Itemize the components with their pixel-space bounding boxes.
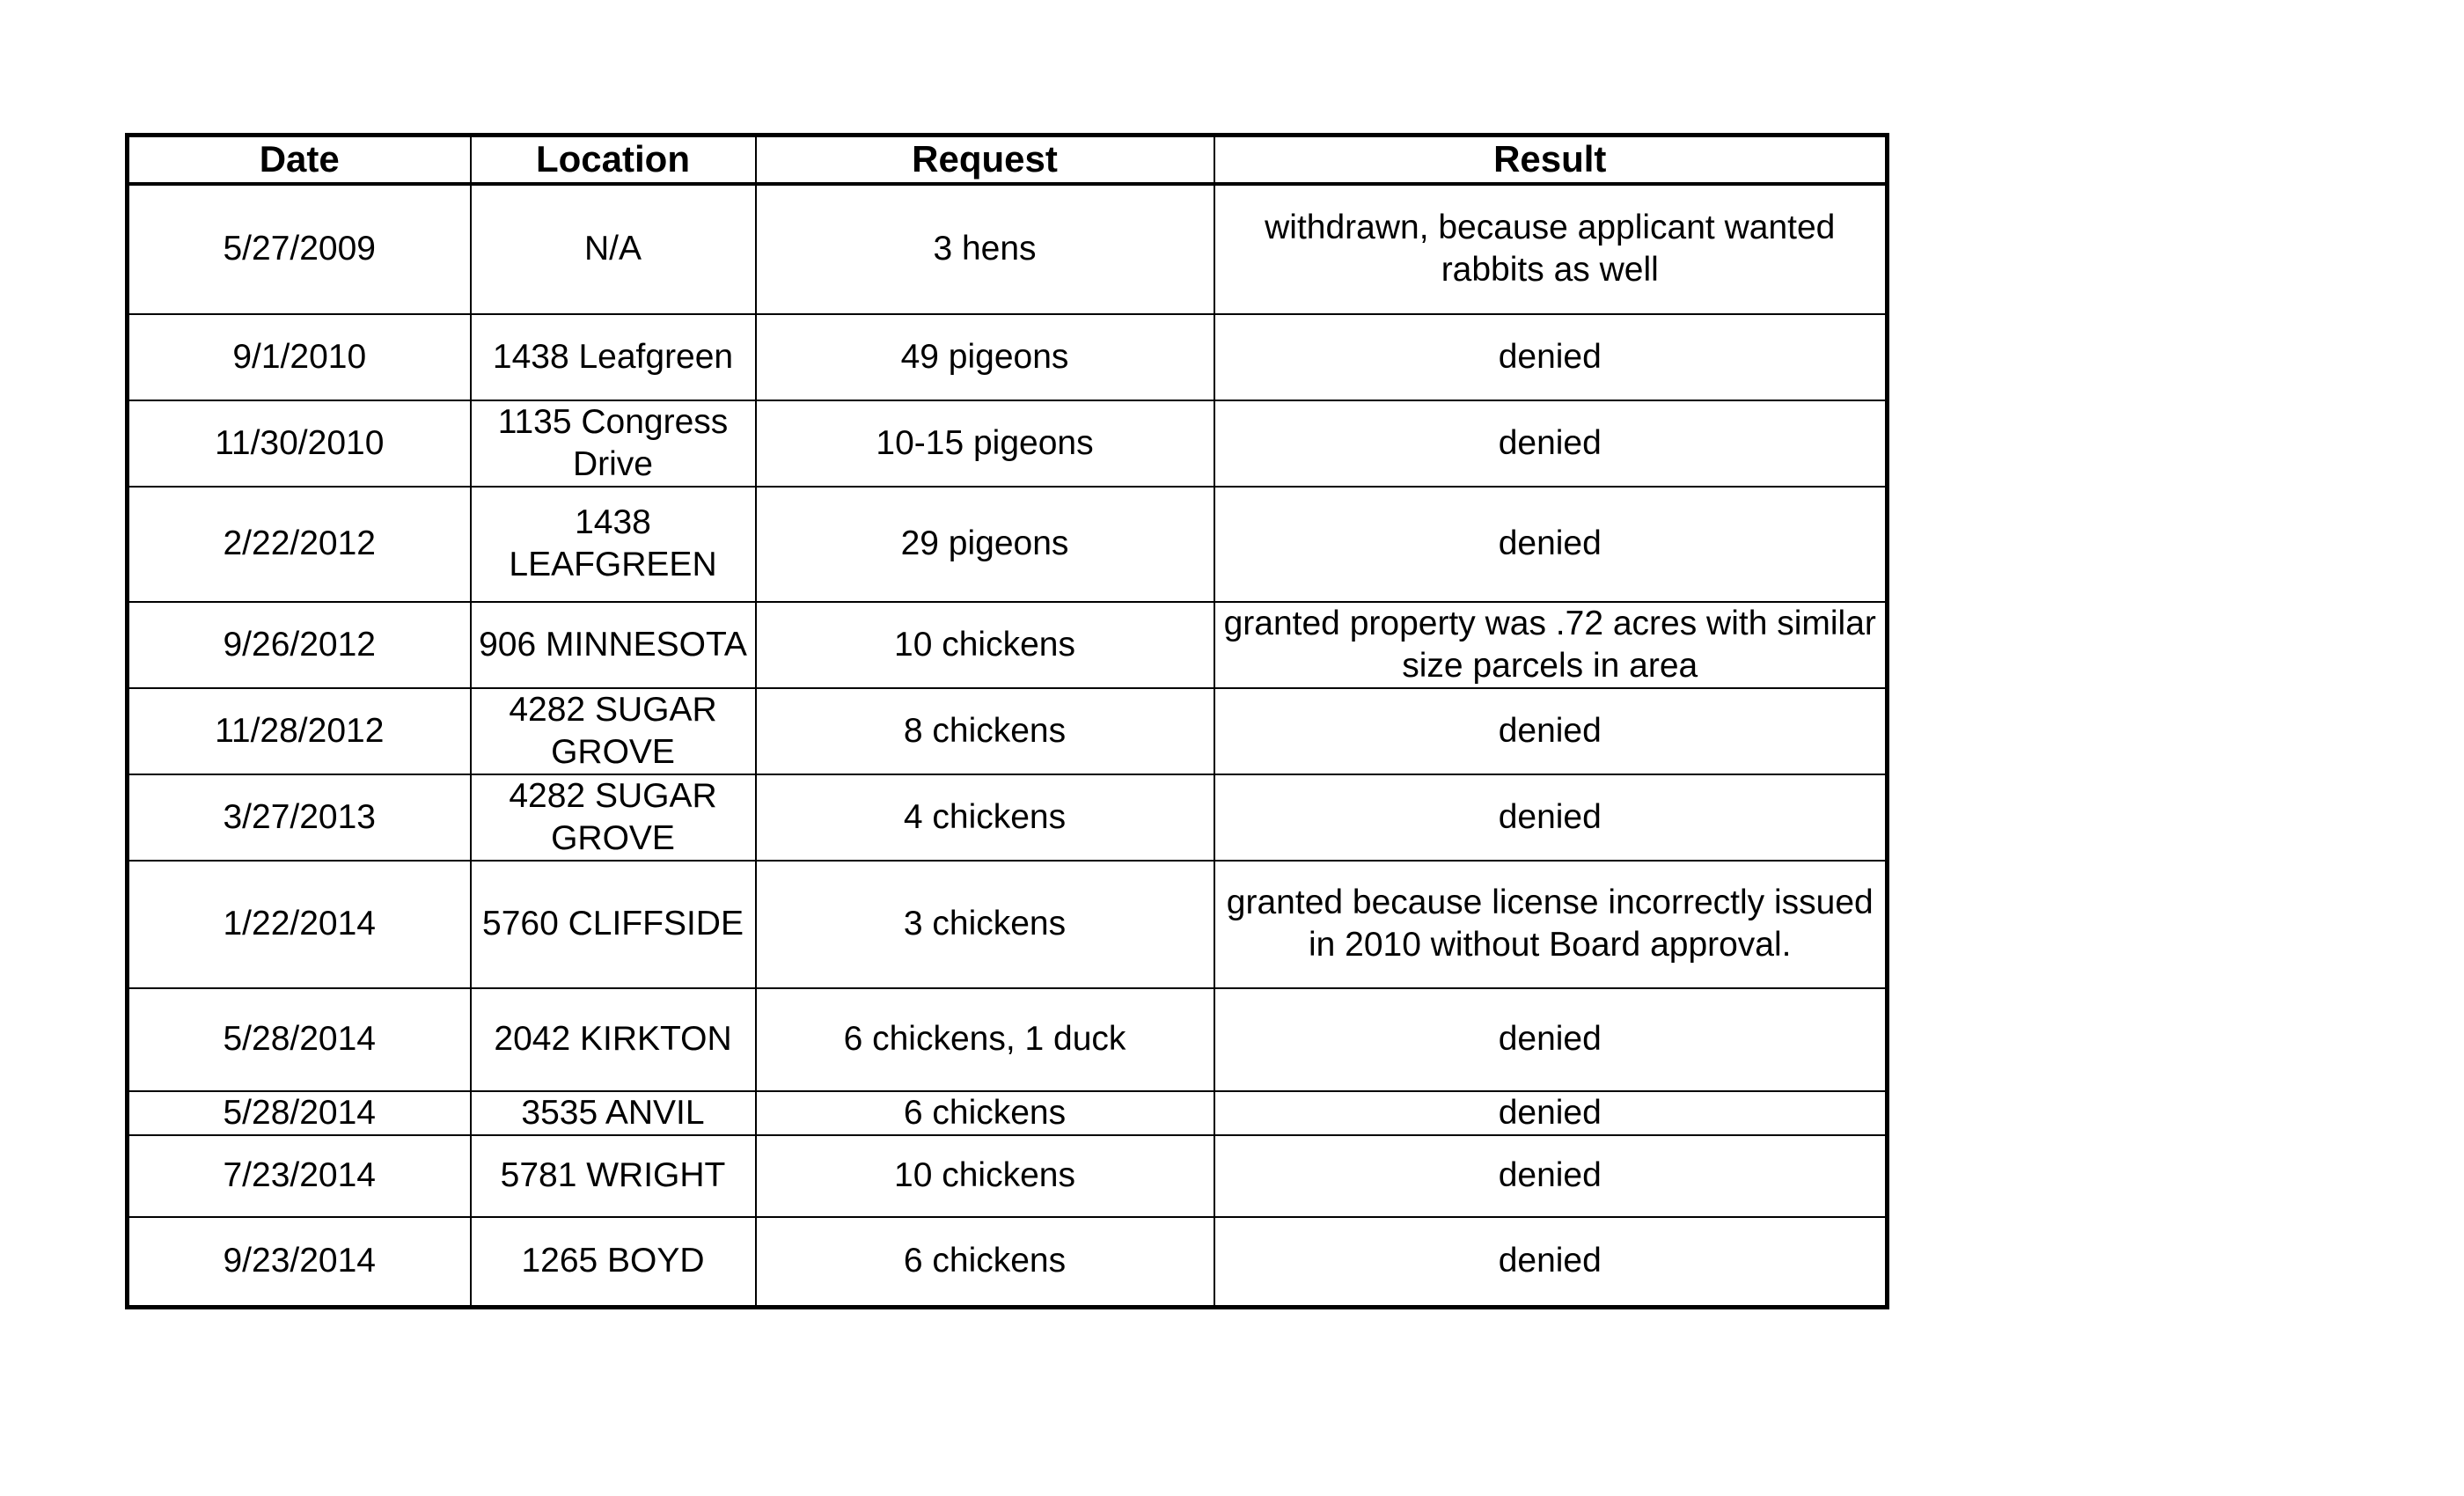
cell-request: 10 chickens	[756, 1135, 1214, 1217]
cell-location: 4282 SUGAR GROVE	[471, 688, 756, 774]
cell-request: 3 hens	[756, 184, 1214, 314]
header-date: Date	[128, 136, 471, 184]
header-request: Request	[756, 136, 1214, 184]
cell-result: granted property was .72 acres with similar size parcels in area	[1214, 602, 1888, 688]
header-location: Location	[471, 136, 756, 184]
cell-request: 29 pigeons	[756, 487, 1214, 602]
table-row	[128, 400, 1888, 487]
cell-date: 9/1/2010	[128, 314, 471, 400]
cell-date: 5/28/2014	[128, 1091, 471, 1135]
cell-result: denied	[1214, 688, 1888, 774]
cell-result: granted because license incorrectly issued in 2010 without Board approval.	[1214, 861, 1888, 988]
table-row	[128, 602, 1888, 688]
cell-result: denied	[1214, 1091, 1888, 1135]
table-row	[128, 861, 1888, 988]
cell-location: 5760 CLIFFSIDE	[471, 861, 756, 988]
cell-date: 1/22/2014	[128, 861, 471, 988]
cell-date: 9/26/2012	[128, 602, 471, 688]
cell-location: 1135 Congress Drive	[471, 400, 756, 487]
cell-date: 7/23/2014	[128, 1135, 471, 1217]
table-row	[128, 184, 1888, 314]
cell-date: 9/23/2014	[128, 1217, 471, 1308]
cell-result: withdrawn, because applicant wanted rabbits as well	[1214, 184, 1888, 314]
cell-request: 6 chickens	[756, 1091, 1214, 1135]
table-row	[128, 688, 1888, 774]
cell-result: denied	[1214, 774, 1888, 861]
cell-location: 1438 Leafgreen	[471, 314, 756, 400]
cell-location: 3535 ANVIL	[471, 1091, 756, 1135]
cell-date: 5/27/2009	[128, 184, 471, 314]
cell-request: 6 chickens, 1 duck	[756, 988, 1214, 1091]
table-row	[128, 314, 1888, 400]
cell-result: denied	[1214, 487, 1888, 602]
cell-result: denied	[1214, 1217, 1888, 1308]
cell-location: 906 MINNESOTA	[471, 602, 756, 688]
cell-request: 10-15 pigeons	[756, 400, 1214, 487]
header-row	[128, 136, 1888, 184]
cell-result: denied	[1214, 400, 1888, 487]
cell-request: 10 chickens	[756, 602, 1214, 688]
cell-date: 5/28/2014	[128, 988, 471, 1091]
header-result: Result	[1214, 136, 1888, 184]
cell-request: 49 pigeons	[756, 314, 1214, 400]
cell-location: N/A	[471, 184, 756, 314]
cell-date: 11/28/2012	[128, 688, 471, 774]
table-row	[128, 487, 1888, 602]
cell-location: 1265 BOYD	[471, 1217, 756, 1308]
cell-request: 6 chickens	[756, 1217, 1214, 1308]
cell-location: 1438 LEAFGREEN	[471, 487, 756, 602]
cell-date: 2/22/2012	[128, 487, 471, 602]
animal-requests-table	[125, 133, 1889, 1309]
cell-date: 11/30/2010	[128, 400, 471, 487]
cell-request: 8 chickens	[756, 688, 1214, 774]
table-row	[128, 988, 1888, 1091]
cell-request: 4 chickens	[756, 774, 1214, 861]
cell-location: 2042 KIRKTON	[471, 988, 756, 1091]
cell-result: denied	[1214, 314, 1888, 400]
document-page	[125, 133, 1889, 1309]
cell-location: 5781 WRIGHT	[471, 1135, 756, 1217]
table-row	[128, 1135, 1888, 1217]
cell-location: 4282 SUGAR GROVE	[471, 774, 756, 861]
table-row	[128, 1217, 1888, 1308]
cell-date: 3/27/2013	[128, 774, 471, 861]
table-row	[128, 774, 1888, 861]
cell-request: 3 chickens	[756, 861, 1214, 988]
cell-result: denied	[1214, 1135, 1888, 1217]
table-row	[128, 1091, 1888, 1135]
cell-result: denied	[1214, 988, 1888, 1091]
